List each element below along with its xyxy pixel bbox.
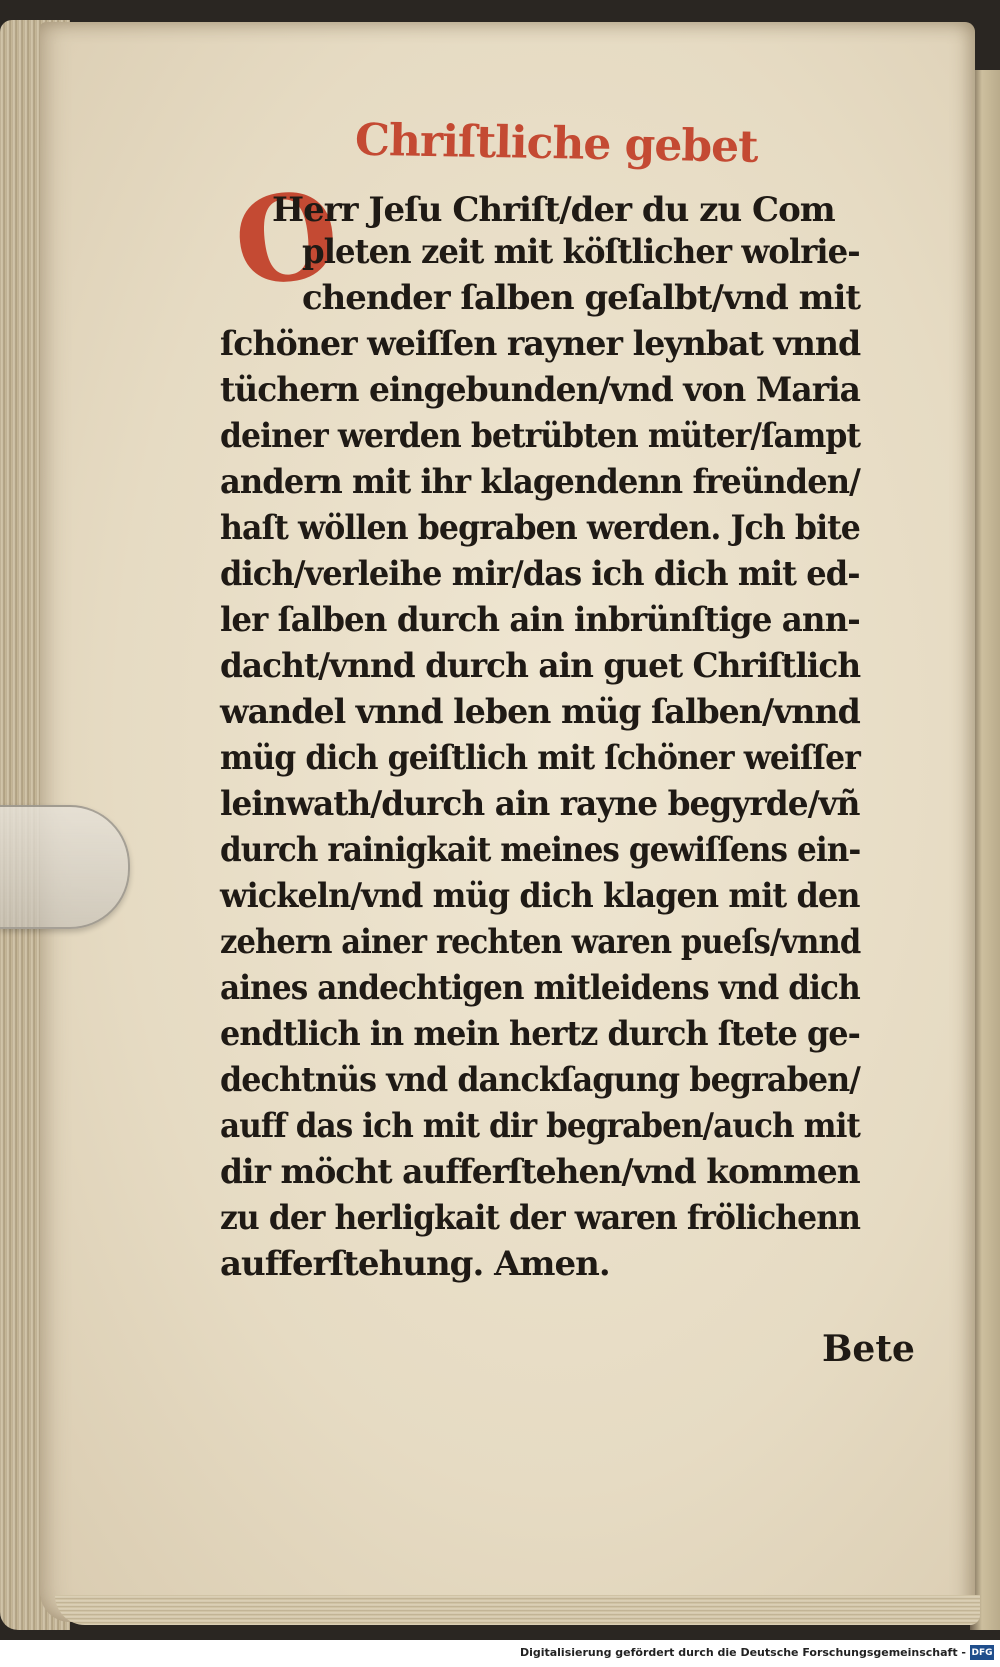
footer-credit: Digitalisierung gefördert durch die Deutsche Forschungsgemeinschaft - [519, 1646, 966, 1659]
text-line-15: durch rainigkait meines gewiſſens ein- [220, 830, 861, 870]
text-line-24: aufferſtehung. Amen. [220, 1244, 610, 1284]
text-line-20: dechtnüs vnd danckſagung begraben/ [220, 1060, 860, 1100]
text-line-16: wickeln/vnd müg dich klagen mit den [220, 876, 860, 916]
text-line-5: tüchern eingebunden/vnd von Maria [220, 370, 860, 410]
text-line-11: dacht/vnnd durch ain guet Chriſtlich [220, 646, 861, 686]
text-line-10: ler ſalben durch ain inbrünſtige ann- [220, 600, 860, 640]
decorated-initial: O [227, 164, 345, 313]
prayer-heading: Chriſtliche gebet [354, 114, 758, 173]
text-line-9: dich/verleihe mir/das ich dich mit ed- [220, 554, 860, 594]
text-line-4: ſchöner weiſſen rayner leynbat vnnd [220, 324, 861, 364]
text-line-21: auff das ich mit dir begraben/auch mit [220, 1106, 860, 1146]
page-clip [0, 805, 130, 929]
text-line-19: endtlich in mein hertz durch ſtete ge- [220, 1014, 860, 1054]
text-line-8: haſt wöllen begraben werden. Jch bite [220, 508, 860, 548]
text-line-2: pleten zeit mit köſtlicher wolrie- [302, 232, 860, 272]
text-line-7: andern mit ihr klagendenn freünden/ [220, 462, 860, 502]
catchword: Bete [822, 1328, 915, 1370]
dfg-logo-icon: DFG [970, 1645, 994, 1660]
text-line-1: Herr Jeſu Chriſt/der du zu Com [272, 190, 835, 230]
text-line-12: wandel vnnd leben müg ſalben/vnnd [220, 692, 860, 732]
text-line-22: dir möcht aufferſtehen/vnd kommen [220, 1152, 860, 1192]
book-page-edges-bottom [55, 1595, 980, 1625]
text-line-17: zehern ainer rechten waren pueſs/vnnd [220, 922, 861, 962]
text-line-6: deiner werden betrübten müter/ſampt [220, 416, 861, 456]
text-line-18: aines andechtigen mitleidens vnd dich [220, 968, 860, 1008]
text-line-23: zu der herligkait der waren frölichenn [220, 1198, 861, 1238]
text-line-3: chender ſalben geſalbt/vnd mit [302, 278, 861, 318]
footer-bar [0, 1640, 1000, 1667]
text-line-14: leinwath/durch ain rayne begyrde/vñ [220, 784, 860, 824]
text-line-13: müg dich geiſtlich mit ſchöner weiſſer [220, 738, 860, 778]
